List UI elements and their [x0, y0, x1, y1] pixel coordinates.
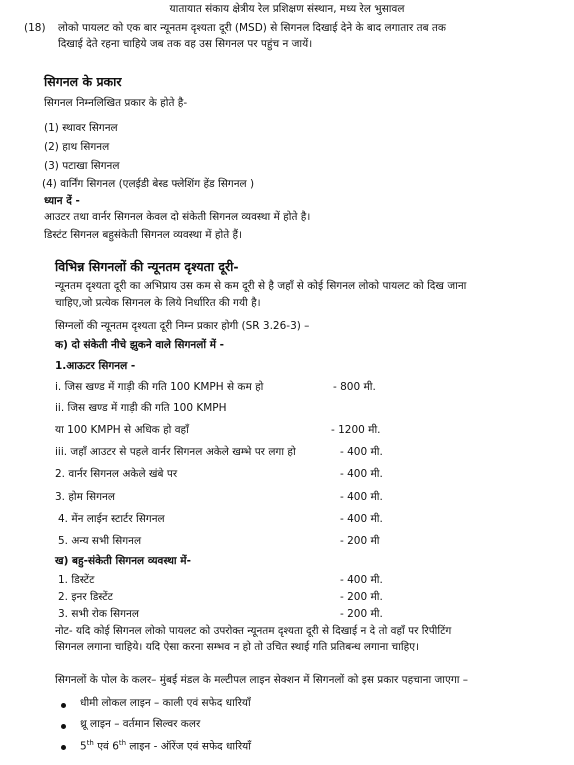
- ordinal-suffix: th: [118, 739, 127, 747]
- distance-row-label: iii. जहाँ आउटर से पहले वार्नर सिगनल अकेले खम्भे पर लगा हो: [55, 446, 296, 458]
- note-line-1: आउटर तथा वार्नर सिगनल केवल दो संकेती सिगनल व्यवस्था में होते है।: [44, 211, 311, 223]
- pole-color-item: थ्रू लाइन – वर्तमान सिल्वर कलर: [80, 718, 201, 730]
- outer-signal-label: 1.आऊटर सिगनल -: [55, 360, 136, 372]
- visibility-definition-1: न्यूनतम दृश्यता दूरी का अभिप्राय उस कम से कम दूरी से है जहाँ से कोई सिगनल लोको पायलट को दिख जाना: [55, 280, 467, 292]
- line-number-6: एवं 6: [93, 740, 119, 753]
- signal-type-item: (2) हाथ सिगनल: [44, 141, 110, 153]
- distance-row-value: - 400 मी.: [340, 446, 383, 458]
- distance-row-value: - 200 मी.: [340, 608, 383, 620]
- distance-row-value: - 1200 मी.: [331, 424, 381, 436]
- note-line-2: डिस्टंट सिगनल बहुसंकेती सिगनल व्यवस्था में होते हैं।: [44, 229, 243, 241]
- note-title: ध्यान दें -: [44, 195, 80, 207]
- para-18-number: (18): [24, 22, 46, 34]
- distance-row-label: 3. होम सिगनल: [55, 491, 115, 503]
- bullet-icon: [61, 703, 66, 708]
- distance-row-value: - 400 मी.: [340, 574, 383, 586]
- pole-color-item: धीमी लोकल लाइन – काली एवं सफेद धारियाँ: [80, 697, 251, 709]
- bullet-icon: [61, 724, 66, 729]
- pole-color-intro: सिगनलों के पोल के कलर– मुंबई मंडल के मल्टीपल लाइन सेक्शन में सिगनलों को इस प्रकार पहचाना जाएगा –: [55, 674, 469, 686]
- distance-row-label: या 100 KMPH से अधिक हो वहाँ: [55, 424, 189, 436]
- line-number-5: 5: [80, 740, 87, 753]
- pole-color-item-last: [80, 739, 251, 753]
- repeating-signal-note-1: नोट- यदि कोई सिगनल लोको पायलट को उपरोक्त न्यूनतम दृश्यता दूरी से दिखाई न दे तो वहाँ पर रिपीटिंग: [55, 625, 452, 637]
- distance-row-label: 5. अन्य सभी सिगनल: [58, 535, 142, 547]
- para-18-line-1: लोको पायलट को एक बार न्यूनतम दृश्यता दूरी (MSD) से सिगनल दिखाई देने के बाद लगातार तब तक: [58, 22, 446, 34]
- signal-type-item: (3) पटाखा सिगनल: [44, 160, 120, 172]
- para-18-line-2: दिखाई देते रहना चाहिये जब तक वह उस सिगनल पर पहुंच न जायें।: [58, 38, 313, 50]
- subsection-b: ख) बहु-संकेती सिगनल व्यवस्था में-: [55, 555, 191, 567]
- distance-row-value: - 400 मी.: [340, 513, 383, 525]
- distance-row-value: - 400 मी.: [340, 468, 383, 480]
- distance-row-label: 3. सभी रोक सिगनल: [58, 608, 139, 620]
- distance-row-value: - 800 मी.: [333, 381, 376, 393]
- signal-type-item: (1) स्थावर सिगनल: [44, 122, 118, 134]
- distance-row-label: ii. जिस खण्ड में गाड़ी की गति 100 KMPH: [55, 402, 227, 414]
- distance-row-value: - 400 मी.: [340, 491, 383, 503]
- ordinal-suffix: th: [86, 739, 94, 747]
- visibility-rule: सिग्नलों की न्यूनतम दृश्यता दूरी निम्न प्रकार होगी (SR 3.26-3) –: [55, 320, 310, 332]
- page-header: यातायात संकाय क्षेत्रीय रेल प्रशिक्षण संस्थान, मध्य रेल भुसावल: [169, 3, 405, 15]
- visibility-heading: विभिन्न सिगनलों की न्यूनतम दृश्यता दूरी-: [55, 259, 239, 274]
- distance-row-value: - 200 मी.: [340, 591, 383, 603]
- distance-row-label: 2. वार्नर सिगनल अकेले खंबे पर: [55, 468, 178, 480]
- subsection-a: क) दो संकेती नीचे झुकने वाले सिगनलों में -: [55, 339, 225, 351]
- repeating-signal-note-2: सिगनल लगाना चाहिये। यदि ऐसा करना सम्भव न हो तो उचित स्थाई गति प्रतिबन्ध लगाना चाहिए।: [55, 641, 420, 653]
- signal-type-item: (4) वार्निंग सिगनल (एलईडी बेस्ड फ्लेशिंग हेंड सिगनल ): [42, 178, 255, 190]
- distance-row-label: 4. मेंन लाईन स्टार्टर सिगनल: [58, 513, 165, 525]
- signal-types-intro: सिगनल निम्नलिखित प्रकार के होते है-: [44, 97, 188, 109]
- pole-color-description: लाइन - ऑरेंज एवं सफेद धारियाँ: [126, 740, 251, 753]
- distance-row-label: 1. डिस्टेंट: [58, 574, 95, 586]
- distance-row-label: i. जिस खण्ड में गाड़ी की गति 100 KMPH से कम हो: [55, 381, 264, 393]
- distance-row-value: - 200 मी: [340, 535, 380, 547]
- distance-row-label: 2. इनर डिस्टेंट: [58, 591, 113, 603]
- visibility-definition-2: चाहिए,जो प्रत्येक सिगनल के लिये निर्धारित की गयी है।: [55, 297, 261, 309]
- bullet-icon: [61, 745, 66, 750]
- signal-types-heading: सिगनल के प्रकार: [44, 74, 122, 89]
